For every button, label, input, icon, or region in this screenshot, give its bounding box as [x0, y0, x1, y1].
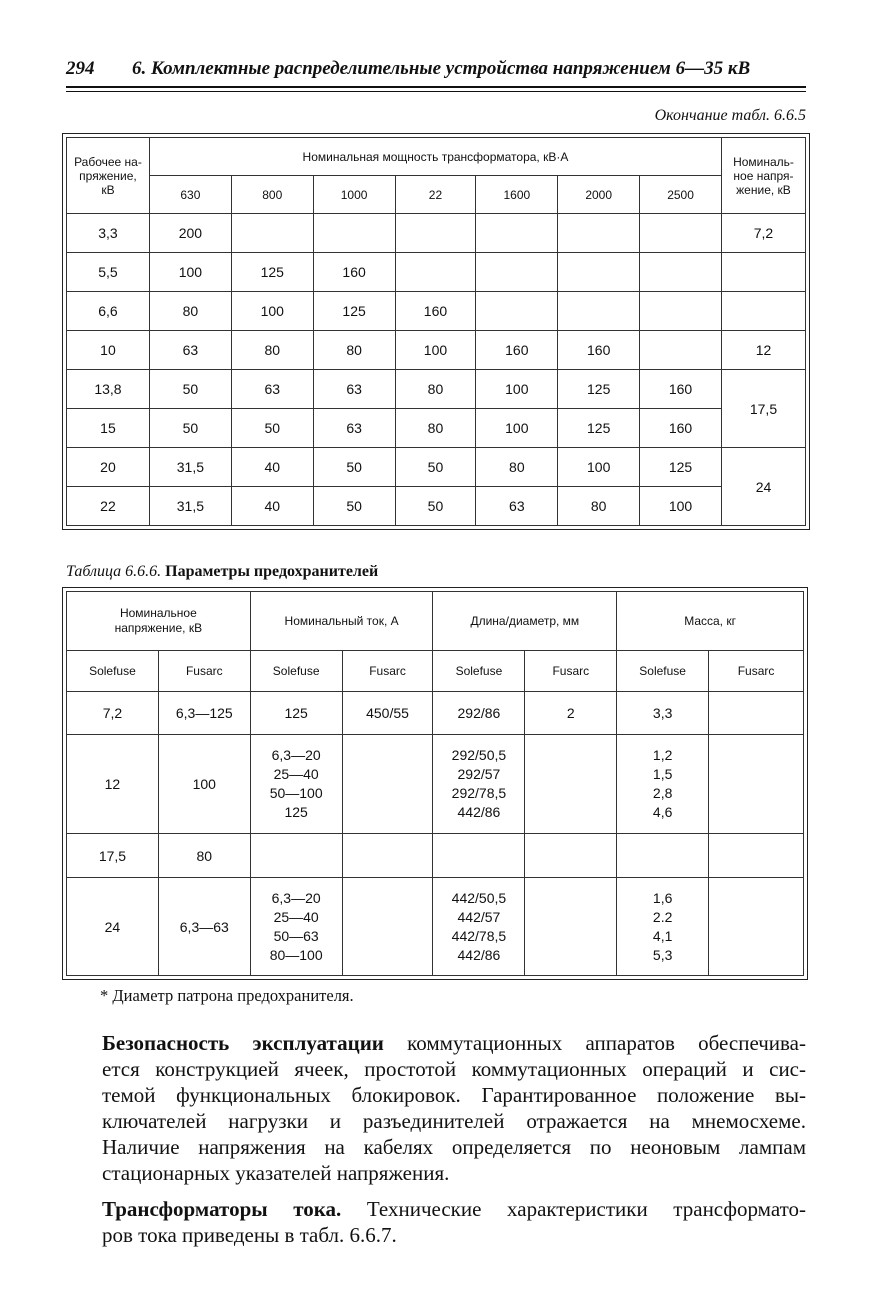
- cell-voltage: 10: [67, 331, 150, 370]
- col-header-mass: Масса, кг: [617, 592, 804, 651]
- text-line: ключателей нагрузки и разъединителей отражается на мнемосхеме.: [102, 1109, 806, 1133]
- col-header-voltage: Рабочее на- пряжение, кВ: [67, 138, 150, 214]
- cell: 160: [640, 370, 722, 409]
- cell: 40: [231, 487, 313, 526]
- power-col: 1000: [313, 176, 395, 214]
- cell: 160: [476, 331, 558, 370]
- cell-voltage: 13,8: [67, 370, 150, 409]
- table-footnote: * Диаметр патрона предохранителя.: [100, 986, 354, 1005]
- col-header-voltage: Номинальное напряжение, кВ: [67, 592, 251, 651]
- cell: [640, 331, 722, 370]
- cell: 50: [149, 370, 231, 409]
- text-line: темой функциональных блокировок. Гарантированное положение вы-: [102, 1083, 806, 1107]
- table-row: [67, 834, 804, 878]
- cell-nominal: 12: [721, 331, 805, 370]
- cell: 160: [640, 409, 722, 448]
- subheader-cell: Solefuse: [250, 651, 342, 692]
- table-row: [67, 214, 806, 253]
- cell: 80: [158, 834, 250, 878]
- cell: 63: [313, 370, 395, 409]
- cell: 125: [250, 692, 342, 735]
- transformer-fuse-table: [66, 137, 806, 526]
- cell: [640, 214, 722, 253]
- subheader-cell: Fusarc: [158, 651, 250, 692]
- cell: [709, 692, 804, 735]
- cell-nominal: 17,5: [721, 370, 805, 448]
- cell-nominal: [721, 292, 805, 331]
- cell-multiline: 442/50,5 442/57 442/78,5 442/86: [433, 878, 525, 976]
- cell: [342, 878, 433, 976]
- cell: 100: [231, 292, 313, 331]
- power-col: 1600: [476, 176, 558, 214]
- power-col: 800: [231, 176, 313, 214]
- cell: 63: [476, 487, 558, 526]
- cell: 200: [149, 214, 231, 253]
- cell: 160: [395, 292, 476, 331]
- fuse-parameters-table: [66, 591, 804, 976]
- cell-voltage: 6,6: [67, 292, 150, 331]
- cell-multiline: 1,2 1,5 2,8 4,6: [617, 735, 709, 834]
- table-caption-label: Таблица 6.6.6.: [66, 563, 162, 580]
- cell: [231, 214, 313, 253]
- cell-voltage: 5,5: [67, 253, 150, 292]
- paragraph-current-transformers: [66, 1196, 806, 1248]
- cell: 160: [558, 331, 640, 370]
- cell: [525, 878, 617, 976]
- cell: 125: [558, 370, 640, 409]
- cell: [476, 214, 558, 253]
- header-row: [67, 592, 804, 651]
- subheader-cell: Solefuse: [617, 651, 709, 692]
- cell: [525, 834, 617, 878]
- cell: 100: [158, 735, 250, 834]
- cell: [558, 214, 640, 253]
- cell: [617, 834, 709, 878]
- cell: 100: [640, 487, 722, 526]
- cell: 24: [67, 878, 159, 976]
- subheader-cell: Solefuse: [67, 651, 159, 692]
- cell: 292/86: [433, 692, 525, 735]
- cell: 50: [313, 487, 395, 526]
- cell: [709, 878, 804, 976]
- cell: 100: [395, 331, 476, 370]
- col-header-power: Номинальная мощность трансформатора, кВ·А: [149, 138, 721, 176]
- paragraph-safety: [66, 1030, 806, 1186]
- cell: 80: [149, 292, 231, 331]
- cell: 80: [558, 487, 640, 526]
- cell: 63: [313, 409, 395, 448]
- power-col: 22: [395, 176, 476, 214]
- cell: [558, 253, 640, 292]
- cell: 40: [231, 448, 313, 487]
- cell: 17,5: [67, 834, 159, 878]
- table-continuation-label: Окончание табл. 6.6.5: [654, 107, 806, 124]
- text-line: ется конструкцией ячеек, простотой коммутационных операций и сис-: [102, 1057, 806, 1081]
- table-row: [67, 692, 804, 735]
- header-rule: [66, 86, 806, 88]
- cell: 450/55: [342, 692, 433, 735]
- subheader-row: [67, 651, 804, 692]
- cell-voltage: 22: [67, 487, 150, 526]
- cell: [640, 253, 722, 292]
- text-line: стационарных указателей напряжения.: [102, 1161, 450, 1185]
- cell: [709, 735, 804, 834]
- cell-nominal: 7,2: [721, 214, 805, 253]
- cell: 3,3: [617, 692, 709, 735]
- cell: 31,5: [149, 448, 231, 487]
- cell: 80: [231, 331, 313, 370]
- header-rule-thin: [66, 91, 806, 92]
- cell: 31,5: [149, 487, 231, 526]
- cell-voltage: 3,3: [67, 214, 150, 253]
- cell: 63: [231, 370, 313, 409]
- table-caption-title: Параметры предохранителей: [165, 563, 379, 580]
- cell: 100: [476, 370, 558, 409]
- cell: 80: [395, 370, 476, 409]
- cell-nominal: [721, 253, 805, 292]
- cell: [558, 292, 640, 331]
- table-row: [67, 448, 806, 487]
- cell: [476, 253, 558, 292]
- cell: [342, 735, 433, 834]
- cell: 6,3—125: [158, 692, 250, 735]
- cell: 7,2: [67, 692, 159, 735]
- cell-multiline: 6,3—20 25—40 50—63 80—100: [250, 878, 342, 976]
- cell: 125: [313, 292, 395, 331]
- table-row: [67, 878, 804, 976]
- cell: 125: [640, 448, 722, 487]
- cell: 50: [395, 487, 476, 526]
- cell: 12: [67, 735, 159, 834]
- subheader-cell: Fusarc: [342, 651, 433, 692]
- cell: 100: [558, 448, 640, 487]
- cell: 80: [476, 448, 558, 487]
- subheader-cell: Fusarc: [525, 651, 617, 692]
- power-col: 2000: [558, 176, 640, 214]
- paragraph-lead: Безопасность эксплуатации: [102, 1031, 384, 1055]
- table-row: [67, 292, 806, 331]
- cell-voltage: 20: [67, 448, 150, 487]
- table-row: [67, 409, 806, 448]
- cell: 50: [395, 448, 476, 487]
- text-line: Технические характеристики трансформато-: [341, 1197, 806, 1221]
- cell: 50: [313, 448, 395, 487]
- col-header-current: Номинальный ток, А: [250, 592, 433, 651]
- table-row: [67, 253, 806, 292]
- paragraph-lead: Трансформаторы тока.: [102, 1197, 342, 1221]
- cell-voltage: 15: [67, 409, 150, 448]
- table-row: [67, 735, 804, 834]
- cell: [395, 214, 476, 253]
- table-row: [67, 487, 806, 526]
- cell: 63: [149, 331, 231, 370]
- cell-nominal: 24: [721, 448, 805, 526]
- subheader-cell: Solefuse: [433, 651, 525, 692]
- cell-multiline: 1,6 2.2 4,1 5,3: [617, 878, 709, 976]
- col-header-length: Длина/диаметр, мм: [433, 592, 617, 651]
- table-row: [67, 331, 806, 370]
- col-header-nominal-voltage: Номиналь- ное напря- жение, кВ: [721, 138, 805, 214]
- cell: [313, 214, 395, 253]
- cell: 80: [395, 409, 476, 448]
- cell: 6,3—63: [158, 878, 250, 976]
- table-row: [67, 370, 806, 409]
- cell: 125: [231, 253, 313, 292]
- text-line: Наличие напряжения на кабелях определяется по неоновым лампам: [102, 1135, 806, 1159]
- cell: [709, 834, 804, 878]
- cell: [250, 834, 342, 878]
- cell-multiline: 292/50,5 292/57 292/78,5 442/86: [433, 735, 525, 834]
- cell: [433, 834, 525, 878]
- cell-multiline: 6,3—20 25—40 50—100 125: [250, 735, 342, 834]
- cell: [476, 292, 558, 331]
- cell: 100: [476, 409, 558, 448]
- power-col: 2500: [640, 176, 722, 214]
- cell: 160: [313, 253, 395, 292]
- power-header-row: [67, 176, 806, 214]
- cell: [525, 735, 617, 834]
- text-line: ров тока приведены в табл. 6.6.7.: [102, 1223, 397, 1247]
- cell: 100: [149, 253, 231, 292]
- cell: [395, 253, 476, 292]
- text-line: коммутационных аппаратов обеспечива-: [383, 1031, 806, 1055]
- page-header: [66, 58, 806, 86]
- page-number: 294: [66, 58, 95, 79]
- cell: 2: [525, 692, 617, 735]
- cell: [342, 834, 433, 878]
- cell: [640, 292, 722, 331]
- table-caption: [66, 563, 378, 581]
- power-col: 630: [149, 176, 231, 214]
- cell: 50: [231, 409, 313, 448]
- cell: 50: [149, 409, 231, 448]
- chapter-title: 6. Комплектные распределительные устройства напряжением 6—35 кВ: [132, 58, 751, 79]
- cell: 125: [558, 409, 640, 448]
- cell: 80: [313, 331, 395, 370]
- subheader-cell: Fusarc: [709, 651, 804, 692]
